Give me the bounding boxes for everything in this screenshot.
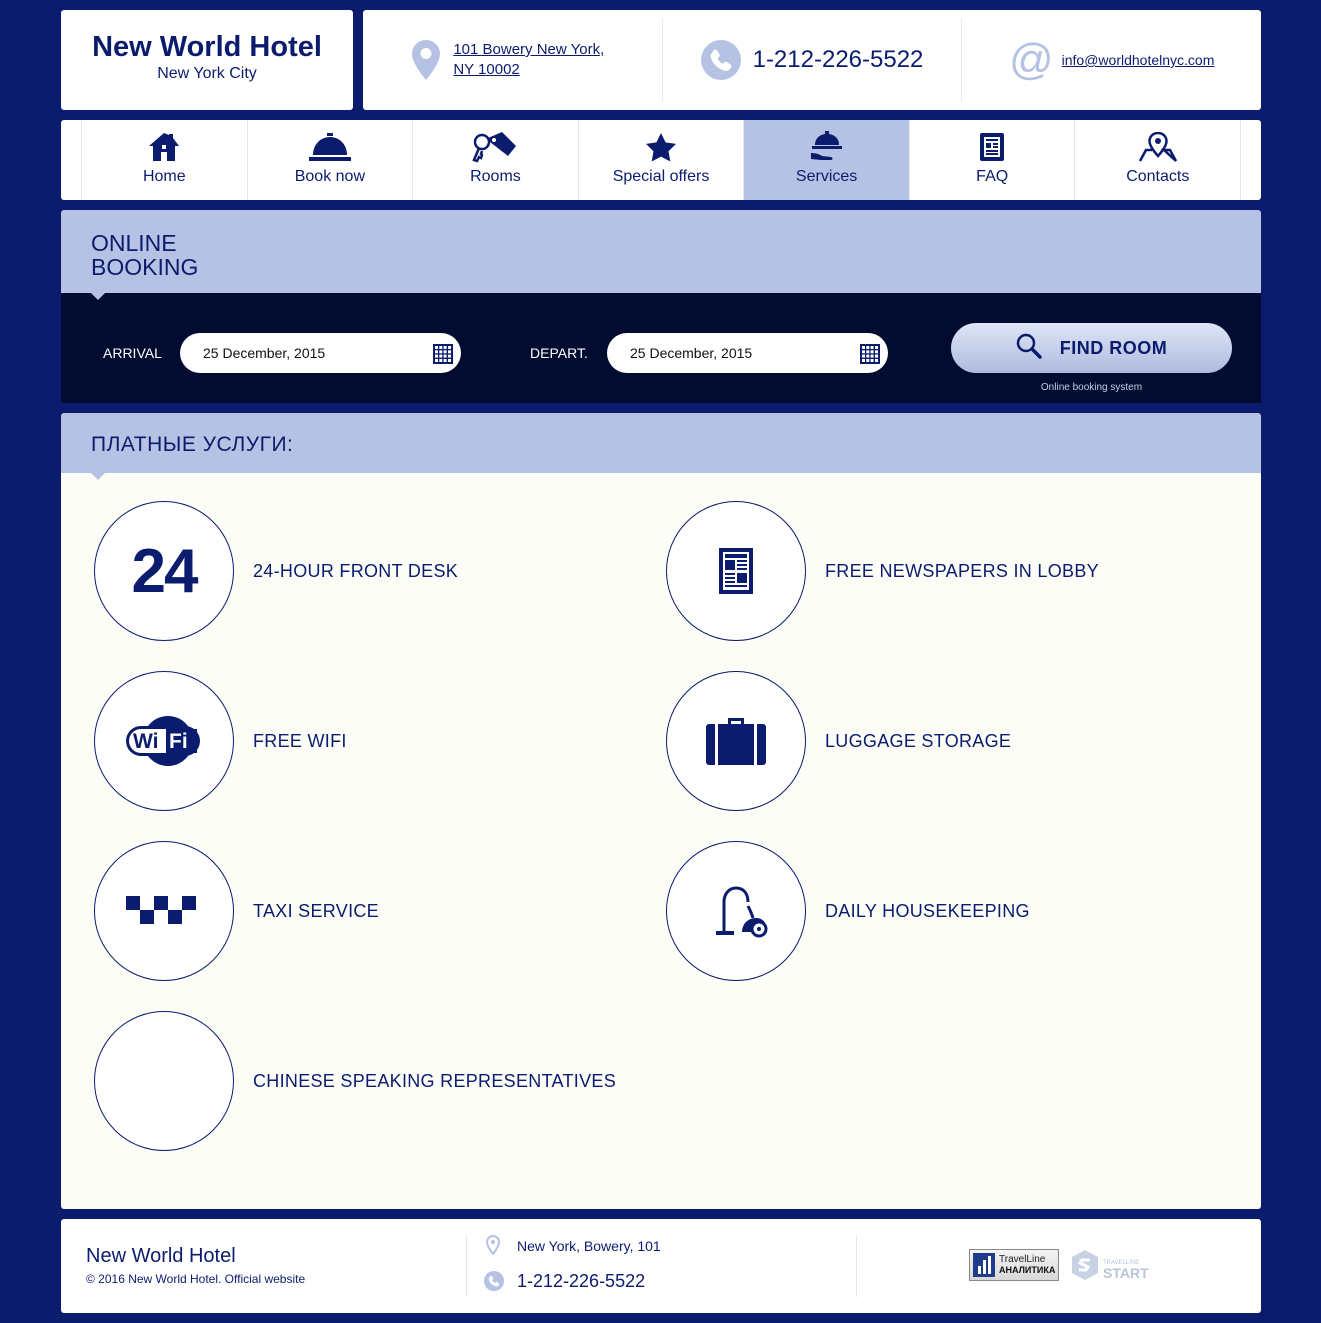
booking-system-caption: Online booking system	[1040, 382, 1143, 393]
service-label: LUGGAGE STORAGE	[825, 730, 1012, 751]
wifi-wi-text: Wi	[133, 730, 159, 753]
arrival-label: ARRIVAL	[103, 345, 162, 361]
services-title: ПЛАТНЫЕ УСЛУГИ:	[91, 433, 294, 456]
taxi-checker-icon	[94, 841, 234, 981]
footer-address: New York, Bowery, 101	[517, 1238, 661, 1254]
calendar-icon[interactable]	[433, 344, 453, 367]
waiter-tray-icon	[809, 131, 845, 163]
address-line1: 101 Bowery New York,	[453, 41, 605, 58]
travelline-badge-line1: TravelLine	[999, 1254, 1046, 1265]
key-icon	[472, 131, 518, 163]
footer-hotel-name: New World Hotel	[86, 1245, 236, 1267]
map-pin-icon	[411, 39, 441, 81]
service-label: FREE WIFI	[253, 730, 347, 751]
service-item	[94, 671, 347, 811]
nav-item-home[interactable]	[81, 120, 247, 200]
logo-box[interactable]	[61, 10, 353, 110]
nav-label-home: Home	[142, 168, 186, 185]
contact-bar	[363, 10, 1261, 110]
service-item	[666, 671, 1011, 811]
nav-label-special-offers: Special offers	[612, 168, 710, 185]
search-icon	[1016, 333, 1042, 364]
address-link[interactable]	[453, 40, 613, 80]
suitcase-icon	[666, 671, 806, 811]
calendar-icon[interactable]	[860, 344, 880, 367]
newspaper-icon	[666, 501, 806, 641]
depart-date-value: 25 December, 2015	[630, 345, 753, 361]
email-link[interactable]: info@worldhotelnyc.com	[1061, 52, 1215, 68]
main-nav	[61, 120, 1261, 200]
nav-label-faq: FAQ	[976, 168, 1009, 185]
nav-label-book-now: Book now	[294, 168, 365, 185]
services-header	[61, 413, 1261, 473]
nav-item-special-offers[interactable]	[578, 120, 744, 200]
service-label: FREE NEWSPAPERS IN LOBBY	[825, 560, 1099, 581]
map-pin-icon	[486, 1235, 500, 1260]
star-icon	[645, 131, 677, 163]
service-label: 24-HOUR FRONT DESK	[253, 560, 459, 581]
notch-arrow	[91, 293, 105, 300]
shield-s-icon	[1071, 1249, 1099, 1286]
address-cell	[363, 18, 663, 102]
vacuum-icon	[666, 841, 806, 981]
footer	[61, 1219, 1261, 1313]
depart-date-field[interactable]	[607, 333, 888, 373]
footer-phone[interactable]: 1-212-226-5522	[517, 1271, 646, 1291]
arrival-date-field[interactable]	[180, 333, 461, 373]
nav-label-rooms: Rooms	[470, 168, 521, 185]
service-item	[666, 501, 1099, 641]
phone-cell	[663, 18, 963, 102]
bar-chart-icon	[973, 1253, 995, 1277]
at-sign-icon: @	[1008, 35, 1054, 84]
travelline-badge-text	[999, 1254, 1055, 1276]
24-icon-text: 24	[131, 536, 197, 606]
24-icon	[94, 501, 234, 641]
nav-label-contacts: Contacts	[1126, 168, 1190, 185]
nav-item-services[interactable]	[743, 120, 909, 200]
nav-item-book-now[interactable]	[247, 120, 413, 200]
nav-item-contacts[interactable]	[1074, 120, 1241, 200]
wifi-fi-text: Fi	[169, 730, 188, 753]
nav-item-faq[interactable]	[909, 120, 1075, 200]
house-icon	[148, 131, 180, 163]
footer-divider	[856, 1235, 857, 1297]
address-line2: NY 10002	[453, 61, 520, 78]
hotel-name: New World Hotel	[92, 31, 322, 63]
phone-icon	[484, 1271, 504, 1296]
start-badge-line1: TRAVELLINE	[1103, 1259, 1140, 1266]
service-item	[94, 1011, 616, 1151]
start-badge-text	[1103, 1258, 1149, 1281]
start-badge-line2: START	[1103, 1264, 1149, 1281]
service-item	[94, 841, 379, 981]
arrival-date-value: 25 December, 2015	[203, 345, 326, 361]
service-label: DAILY HOUSEKEEPING	[825, 900, 1030, 921]
depart-label: DEPART.	[530, 345, 588, 361]
service-label: CHINESE SPEAKING REPRESENTATIVES	[253, 1070, 617, 1091]
header-phone[interactable]: 1-212-226-5522	[752, 46, 924, 73]
online-booking-header	[61, 210, 1261, 293]
service-label: TAXI SERVICE	[253, 900, 379, 921]
booking-form	[61, 293, 1261, 403]
travelline-start-badge[interactable]	[1071, 1249, 1149, 1286]
nav-label-services: Services	[795, 168, 858, 185]
service-item	[94, 501, 458, 641]
travelline-analytics-badge[interactable]	[969, 1249, 1059, 1281]
find-room-label: FIND ROOM	[1059, 337, 1168, 358]
email-cell	[962, 18, 1261, 102]
footer-copyright: © 2016 New World Hotel. Official website	[86, 1272, 306, 1286]
wifi-icon	[94, 671, 234, 811]
hotel-city: New York City	[157, 65, 257, 82]
service-item	[666, 841, 1030, 981]
empty-icon	[94, 1011, 234, 1151]
phone-icon	[701, 40, 741, 80]
footer-divider	[466, 1235, 467, 1297]
nav-item-rooms[interactable]	[412, 120, 578, 200]
online-booking-title: ONLINE BOOKING	[91, 230, 199, 280]
find-room-button[interactable]	[951, 323, 1232, 373]
document-icon	[979, 131, 1005, 163]
bell-icon	[308, 131, 352, 163]
services-list	[61, 473, 1261, 1209]
notch-arrow	[91, 473, 105, 480]
travelline-badge-line2: АНАЛИТИКА	[999, 1265, 1056, 1275]
map-pin-icon	[1139, 131, 1177, 163]
